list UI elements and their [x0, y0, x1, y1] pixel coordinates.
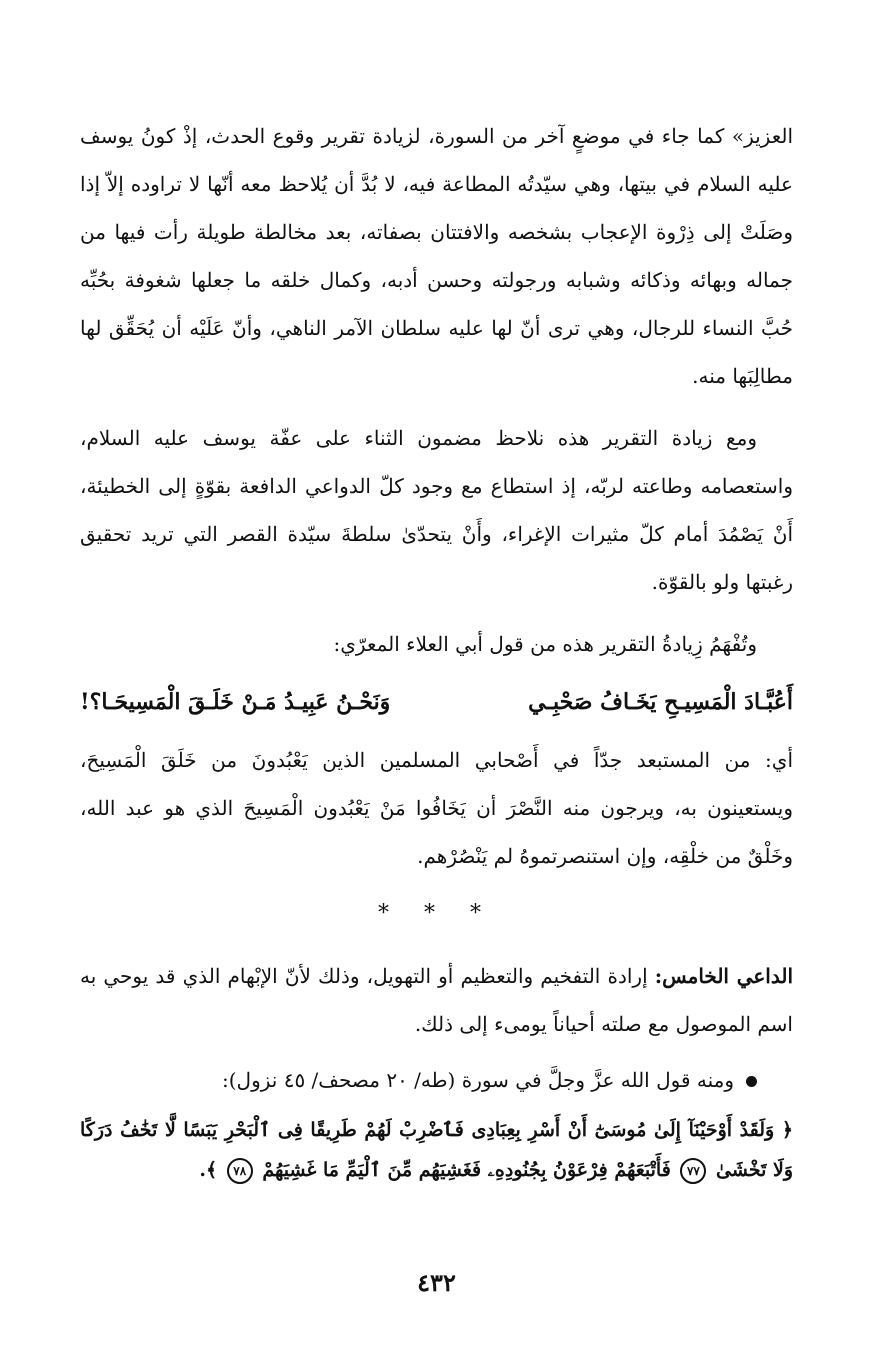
- paragraph-fifth-motive: [80, 952, 793, 1048]
- section-divider: * * *: [378, 901, 495, 926]
- quran-verse-77: وَلَقَدْ أَوْحَيْنَآ إِلَىٰ مُوسَىٰٓ أَنْ أَسْرِ بِعِبَادِى فَٱضْرِبْ لَهُمْ طَرِيقًا فِى ٱلْبَحْرِ يَبَسًا لَّا تَخَٰفُ دَرَكًا وَلَا تَخْشَىٰ: [80, 1119, 793, 1181]
- quran-verse-78: فَأَتْبَعَهُمْ فِرْعَوْنُ بِجُنُودِهِۦ فَغَشِيَهُم مِّنَ ٱلْيَمِّ مَا غَشِيَهُمْ: [262, 1159, 671, 1181]
- quran-open-bracket: ﴿: [781, 1119, 793, 1141]
- ayah-number-77: ٧٧: [680, 1158, 706, 1184]
- poem-left-hemistich: وَنَحْـنُ عَبِيـدُ مَـنْ خَلَـقَ الْمَسِيحَـا؟!: [80, 689, 391, 715]
- fifth-motive-heading: الداعي الخامس:: [654, 964, 793, 988]
- paragraph-explanation: أي: من المستبعد جدّاً في أَصْحابي المسلمين الذين يَعْبُدونَ من خَلَقَ الْمَسِيحَ، ويستعينون به، ويرجون منه النَّصْرَ أن يَخَافُوا مَنْ يَعْبُدون الْمَسِيحَ الذي هو عبد الله، وخَلْقٌ من خلْقِه، وإن استنصرتموهُ لم يَنْصُرْهم.: [80, 748, 793, 868]
- poem-right-hemistich: أَعُبَّـادَ الْمَسِيـحِ يَخَـافُ صَحْبِـي: [528, 689, 793, 715]
- quran-close-bracket: ﴾.: [199, 1159, 218, 1181]
- poem-intro: وتُفْهَمُ زِيادةُ التقرير هذه من قول أبي العلاء المعرّي:: [333, 632, 757, 656]
- page-body: [80, 112, 793, 1190]
- bullet-text: ومنه قول الله عزَّ وجلَّ في سورة (طه/ ٢٠ مصحف/ ٤٥ نزول):: [222, 1068, 734, 1092]
- ayah-number-78: ٧٨: [227, 1158, 253, 1184]
- page-number: ٤٣٢: [417, 1268, 456, 1297]
- quran-verse: [80, 1110, 793, 1190]
- poem-verse: [80, 678, 793, 726]
- fifth-motive-text: إرادة التفخيم والتعظيم أو التهويل، وذلك لأنّ الإبْهام الذي قد يوحي به اسم الموصول مع صلته أحياناً يومىء إلى ذلك.: [80, 964, 793, 1036]
- bullet-dot-icon: [746, 1076, 757, 1087]
- paragraph-1: العزيز» كما جاء في موضعٍ آخر من السورة، لزيادة تقرير وقوع الحدث، إذْ كونُ يوسف عليه السلام في بيتها، وهي سيّدتُه المطاعة فيه، لا بُدَّ أن يُلاحظ معه أنّها لا تراوده إلاّ إذا وصَلَتْ إلى ذِرْوة الإعجاب بشخصه والافتتان بصفاته، بعد مخالطة طويلة رأت فيها من جماله وبهائه وذكائه وشبابه ورجولته وحسن أدبه، وكمال خلقه ما جعلها شغوفة بحُبِّه حُبَّ النساء للرجال، وهي ترى أنّ لها عليه سلطان الآمر الناهي، وأنّ عَلَيْه أن يُحَقِّق لها مطالِبَها منه.: [80, 124, 793, 388]
- bullet-item: [80, 1056, 793, 1104]
- paragraph-2: ومع زيادة التقرير هذه نلاحظ مضمون الثناء على عفّة يوسف عليه السلام، واستعصامه وطاعته لربّه، إذ استطاع مع وجود كلّ الدواعي الدافعة بقوّةٍ إلى الخطيئة، أَنْ يَصْمُدَ أمام كلّ مثيرات الإغراء، وأَنْ يتحدّىٰ سلطةَ سيّدة القصر التي تريد تحقيق رغبتها ولو بالقوّة.: [80, 426, 793, 594]
